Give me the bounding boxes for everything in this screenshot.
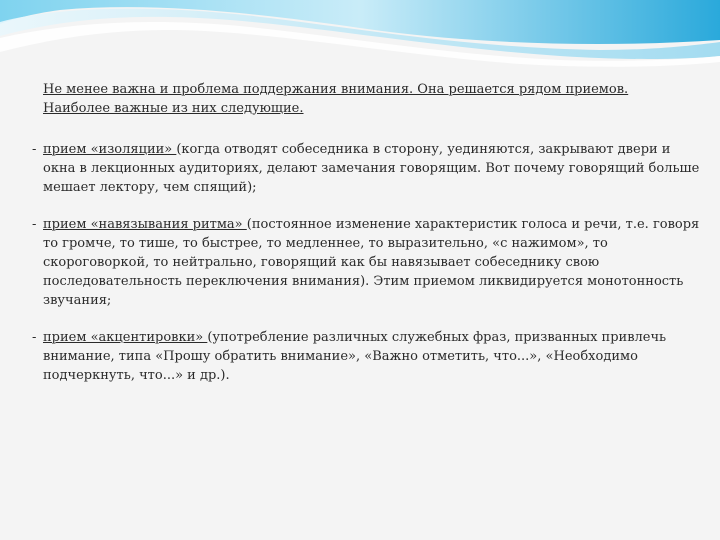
list-item xyxy=(32,215,702,310)
technique-description: (постоянное изменение характеристик голоса и речи, т.е. говоря то громче, то тише, то быстрее, то медленнее, то выразительно, «с нажимом», то скороговоркой, то нейтрально, говорящий как бы навязывает собеседнику свою последовательность переключения внимания). Этим приемом ликвидируется монотонность звучания; xyxy=(43,217,700,308)
technique-description: (употребление различных служебных фраз, призванных привлечь внимание, типа «Прошу обратить внимание», «Важно отметить, что...», «Необходимо подчеркнуть, что...» и др.). xyxy=(43,330,667,383)
technique-description: (когда отводят собеседника в сторону, уединяются, закрывают двери и окна в лекционных аудиториях, делают замечания говорящим. Вот почему говорящий больше мешает лектору, чем спящий); xyxy=(43,142,700,195)
technique-term: прием «акцентировки» xyxy=(43,330,208,345)
intro-paragraph xyxy=(43,80,702,118)
list-item-body xyxy=(43,140,702,197)
header-wave-decoration xyxy=(0,0,720,80)
list-item-body xyxy=(43,328,702,385)
slide-content xyxy=(32,80,702,403)
list-dash: - xyxy=(32,330,37,345)
list-item-body xyxy=(43,215,702,310)
technique-term: прием «изоляции» xyxy=(43,142,177,157)
list-dash: - xyxy=(32,142,37,157)
list-item xyxy=(32,140,702,197)
list-dash: - xyxy=(32,217,37,232)
technique-term: прием «навязывания ритма» xyxy=(43,217,247,232)
list-item xyxy=(32,328,702,385)
intro-line-2: Наиболее важные из них следующие. xyxy=(43,101,304,116)
intro-line-1: Не менее важна и проблема поддержания внимания. Она решается рядом приемов. xyxy=(43,82,629,97)
